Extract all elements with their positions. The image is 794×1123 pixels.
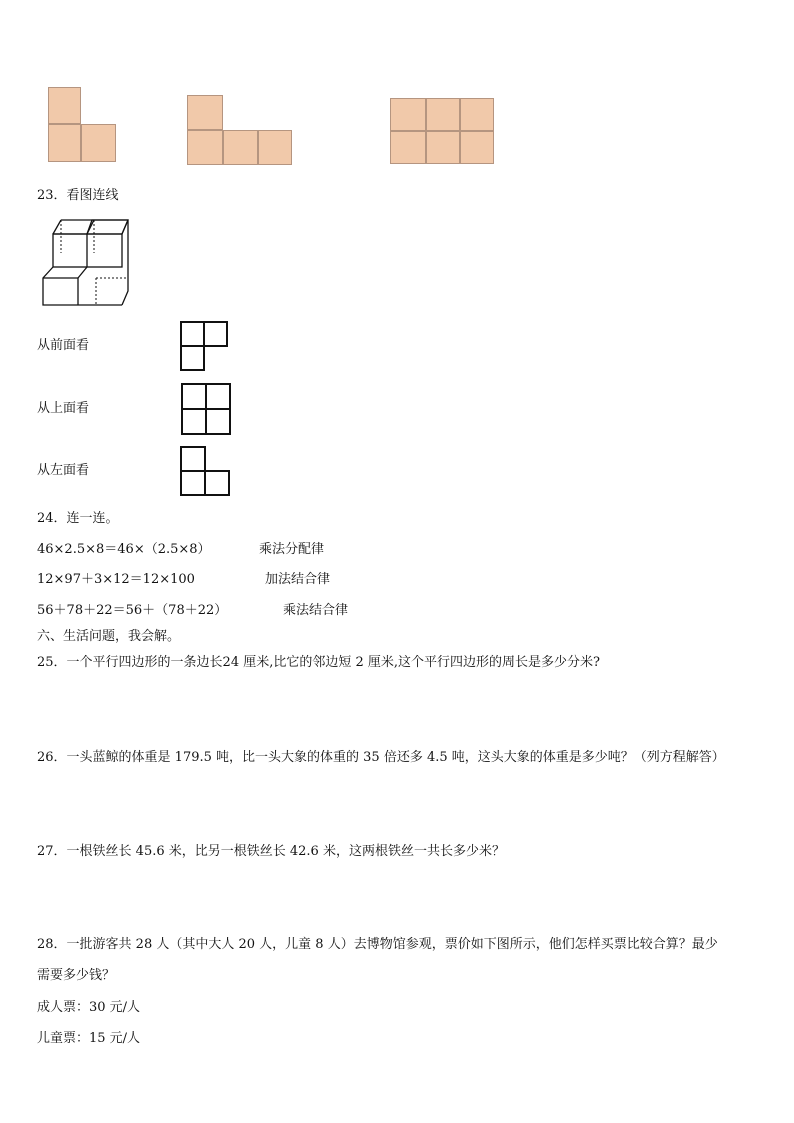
shape-square (390, 98, 426, 131)
view-label-left: 从左面看 (37, 463, 90, 478)
view-label-top: 从上面看 (37, 401, 90, 416)
law-1: 乘法分配律 (259, 542, 325, 557)
question-28-line-1: 28．一批游客共 28 人（其中大人 20 人，儿童 8 人）去博物馆参观，票价如下图所示，他们怎样买票比较合算？最少 (37, 937, 718, 952)
shape-square (390, 131, 426, 164)
law-2: 加法结合律 (265, 572, 331, 587)
expression-3: 56＋78＋22＝56＋（78＋22） (37, 603, 228, 618)
question-23-title: 23．看图连线 (37, 188, 119, 203)
shape-square (460, 98, 494, 131)
question-24-title: 24．连一连。 (37, 511, 119, 526)
section-6-title: 六、生活问题，我会解。 (37, 629, 181, 644)
shape-square (187, 95, 223, 130)
shape-square (223, 130, 258, 165)
view-shape-c (179, 445, 231, 497)
question-28-line-2: 需要多少钱？ (37, 968, 116, 983)
shape-square (426, 131, 460, 164)
shape-square (81, 124, 116, 162)
cube-stack-figure (40, 215, 132, 315)
question-26: 26．一头蓝鲸的体重是 179.5 吨，比一头大象的体重的 35 倍还多 4.5 吨，这头大象的体重是多少吨？（列方程解答） (37, 750, 725, 765)
question-25: 25．一个平行四边形的一条边长24 厘米,比它的邻边短 2 厘米,这个平行四边形的周长是多少分米? (37, 655, 600, 670)
expression-2: 12×97＋3×12＝12×100 (37, 572, 195, 587)
shape-square (426, 98, 460, 131)
law-3: 乘法结合律 (283, 603, 349, 618)
shape-square (460, 131, 494, 164)
view-shape-b (180, 382, 232, 436)
question-27: 27．一根铁丝长 45.6 米，比另一根铁丝长 42.6 米，这两根铁丝一共长多少米？ (37, 844, 505, 859)
adult-ticket-price: 成人票：30 元/人 (37, 1000, 141, 1015)
expression-1: 46×2.5×8＝46×（2.5×8） (37, 542, 211, 557)
shape-square (258, 130, 292, 165)
child-ticket-price: 儿童票：15 元/人 (37, 1031, 141, 1046)
shape-square (48, 124, 81, 162)
shape-square (48, 87, 81, 124)
shape-square (187, 130, 223, 165)
view-shape-a (179, 320, 229, 372)
view-label-front: 从前面看 (37, 338, 90, 353)
